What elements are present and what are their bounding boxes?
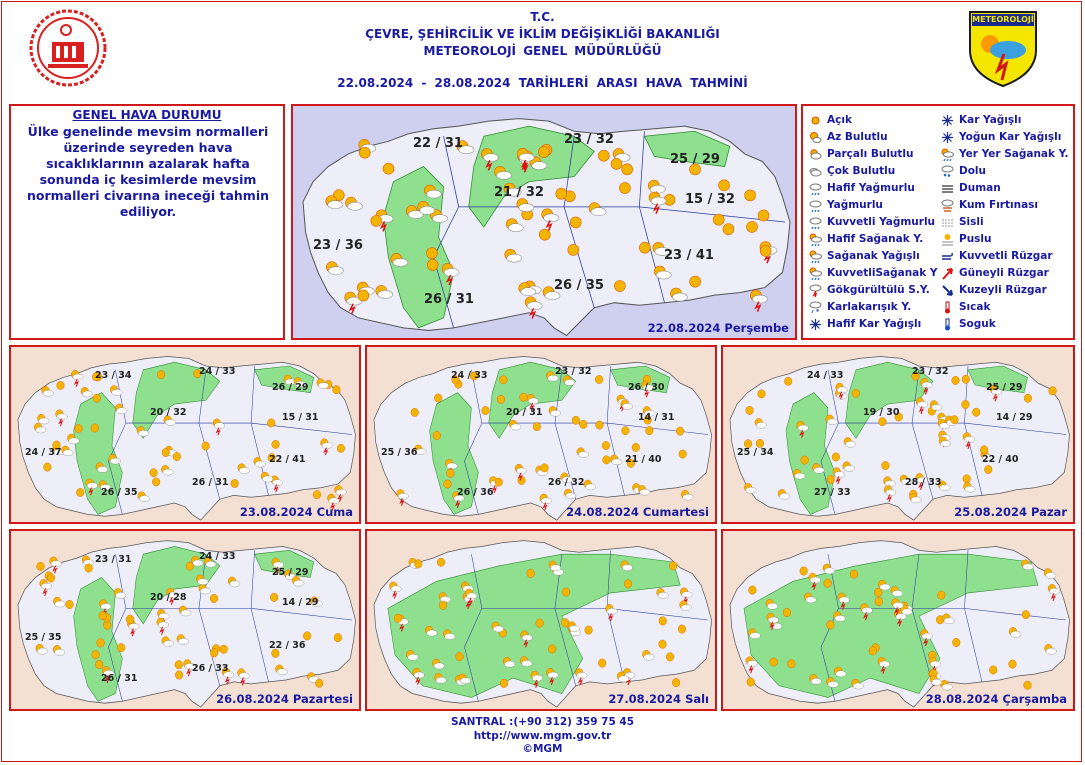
sun-icon bbox=[495, 478, 503, 486]
sun-icon bbox=[411, 408, 419, 416]
temperature-label: 14 / 31 bbox=[638, 412, 675, 423]
sun-icon bbox=[595, 375, 603, 383]
temperature-label: 26 / 31 bbox=[424, 292, 474, 307]
sandstorm-icon bbox=[941, 199, 954, 212]
sun-icon bbox=[758, 210, 769, 221]
sun-icon bbox=[568, 244, 579, 255]
temperature-label: 22 / 31 bbox=[413, 136, 463, 151]
sun-icon bbox=[231, 479, 239, 487]
sun-icon bbox=[678, 625, 686, 634]
heavy-shower-icon bbox=[809, 267, 822, 280]
turkey-map bbox=[293, 106, 795, 338]
sun-icon bbox=[713, 214, 724, 225]
forecast-map bbox=[365, 345, 717, 524]
sun-icon bbox=[800, 567, 808, 576]
sun-icon bbox=[984, 465, 992, 473]
legend-label: Hafif Sağanak Y. bbox=[827, 233, 924, 245]
sun-icon bbox=[989, 666, 997, 675]
turkey-map bbox=[723, 531, 1073, 709]
sun-icon bbox=[556, 188, 567, 199]
sun-icon bbox=[645, 426, 653, 434]
legend-label: Kuzeyli Rüzgar bbox=[959, 284, 1047, 296]
thunderstorm-icon bbox=[809, 284, 822, 297]
legend-label: Parçalı Bulutlu bbox=[827, 148, 914, 160]
temperature-label: 26 / 32 bbox=[548, 477, 585, 488]
map-date: 24.08.2024 Cumartesi bbox=[566, 505, 709, 519]
sun-icon bbox=[832, 453, 840, 461]
sun-icon bbox=[611, 158, 622, 169]
temperature-label: 22 / 36 bbox=[269, 640, 306, 651]
sun-icon bbox=[175, 671, 183, 680]
sleet-icon bbox=[809, 301, 822, 314]
sun-icon bbox=[749, 586, 757, 595]
sun-icon bbox=[548, 645, 556, 654]
sun-icon bbox=[659, 640, 667, 649]
sun-icon bbox=[962, 375, 970, 383]
sun-icon bbox=[882, 461, 890, 469]
sun-icon bbox=[97, 639, 105, 648]
sun-icon bbox=[624, 580, 632, 589]
sun-icon bbox=[220, 645, 228, 654]
footer-url[interactable]: http://www.mgm.gov.tr bbox=[473, 730, 612, 742]
sun-icon bbox=[745, 190, 756, 201]
footer-phone: SANTRAL :(+90 312) 359 75 45 bbox=[450, 716, 635, 728]
light-shower-icon bbox=[809, 233, 822, 246]
few-clouds-icon bbox=[809, 131, 822, 144]
temperature-label: 26 / 30 bbox=[628, 382, 665, 393]
sun-icon bbox=[1024, 681, 1032, 690]
legend-label: Çok Bulutlu bbox=[827, 165, 896, 177]
sun-icon bbox=[538, 146, 549, 157]
sun-icon bbox=[414, 560, 422, 569]
legend-label: Hafif Yağmurlu bbox=[827, 182, 915, 194]
general-weather-text: Ülke genelinde mevsim normalleri üzerinde seyreden hava sıcaklıklarının azalarak hafta sonunda iç kesimlerde mevsim normalleri civarına ineceği tahmin ediliyor. bbox=[26, 124, 270, 219]
shower-icon bbox=[809, 250, 822, 263]
strong-wind-icon bbox=[941, 250, 954, 263]
sun-icon bbox=[439, 601, 447, 610]
sun-icon bbox=[437, 558, 445, 567]
sun-icon bbox=[598, 659, 606, 668]
temperature-label: 19 / 30 bbox=[863, 407, 900, 418]
sun-icon bbox=[827, 621, 835, 630]
header-ministry: ÇEVRE, ŞEHİRCİLİK VE İKLİM DEĞİŞİKLİĞİ BAKANLIĞI bbox=[365, 27, 720, 41]
temperature-label: 25 / 34 bbox=[737, 447, 774, 458]
sun-icon bbox=[57, 381, 65, 389]
general-weather-box bbox=[9, 104, 285, 340]
temperature-label: 23 / 32 bbox=[912, 366, 949, 377]
cloudy-icon bbox=[809, 165, 822, 178]
temperature-label: 23 / 36 bbox=[313, 238, 363, 253]
sun-icon bbox=[99, 611, 107, 620]
map-date: 26.08.2024 Pazartesi bbox=[216, 692, 353, 706]
sun-icon bbox=[879, 417, 887, 425]
temperature-label: 25 / 36 bbox=[381, 447, 418, 458]
temperature-label: 23 / 34 bbox=[95, 370, 132, 381]
sun-icon bbox=[669, 562, 677, 571]
sun-icon bbox=[267, 419, 275, 427]
sun-icon bbox=[456, 652, 464, 661]
sun-icon bbox=[91, 424, 99, 432]
sun-icon bbox=[383, 163, 394, 174]
legend-label: Yağmurlu bbox=[827, 199, 883, 211]
sun-icon bbox=[539, 229, 550, 240]
sun-icon bbox=[75, 424, 83, 432]
temperature-label: 25 / 35 bbox=[25, 632, 62, 643]
sun-icon bbox=[76, 488, 84, 496]
map-date: 28.08.2024 Çarşamba bbox=[925, 692, 1067, 706]
temperature-label: 28 / 33 bbox=[905, 477, 942, 488]
sun-icon bbox=[951, 416, 959, 424]
temperature-label: 15 / 32 bbox=[685, 192, 735, 207]
legend-label: Soguk bbox=[959, 318, 996, 330]
hot-icon bbox=[941, 301, 954, 314]
sun-icon bbox=[334, 633, 342, 642]
sun-icon bbox=[202, 442, 210, 450]
temperature-label: 23 / 32 bbox=[555, 366, 592, 377]
sun-icon bbox=[747, 678, 755, 687]
sun-icon bbox=[533, 422, 541, 430]
header-forecast-title: 22.08.2024 - 28.08.2024 TARİHLERİ ARASI HAVA TAHMİNİ bbox=[337, 76, 748, 90]
sun-icon bbox=[272, 440, 280, 448]
temperature-label: 20 / 28 bbox=[150, 592, 187, 603]
sun-icon bbox=[95, 660, 103, 669]
sun-icon bbox=[783, 608, 791, 617]
sun-icon bbox=[175, 660, 183, 669]
sun-icon bbox=[66, 600, 74, 609]
sun-icon bbox=[1049, 387, 1057, 395]
temperature-label: 21 / 32 bbox=[494, 185, 544, 200]
legend-label: Kar Yağışlı bbox=[959, 114, 1022, 126]
sun-icon bbox=[500, 376, 508, 384]
sun-icon bbox=[869, 647, 877, 656]
legend-label: Hafif Kar Yağışlı bbox=[827, 318, 922, 330]
sun-icon bbox=[359, 147, 370, 158]
sun-icon bbox=[824, 579, 832, 588]
sun-icon bbox=[952, 376, 960, 384]
legend-label: Karlakarışık Y. bbox=[827, 301, 912, 313]
legend-label: Sıcak bbox=[959, 301, 991, 313]
sun-icon bbox=[602, 441, 610, 449]
scattered-shower-icon bbox=[941, 148, 954, 161]
sun-icon bbox=[426, 248, 437, 259]
sun-icon bbox=[746, 221, 757, 232]
light-rain-icon bbox=[809, 182, 822, 195]
sun-icon bbox=[157, 371, 165, 379]
turkey-map bbox=[367, 531, 715, 709]
sun-icon bbox=[666, 653, 674, 662]
sun-icon bbox=[690, 276, 701, 287]
sun-icon bbox=[937, 591, 945, 600]
meteorology-logo-text: METEOROLOJİ bbox=[972, 15, 1034, 24]
sun-icon bbox=[570, 217, 581, 228]
legend-label: Sisli bbox=[959, 216, 984, 228]
legend-label: Sağanak Yağışlı bbox=[827, 250, 920, 262]
forecast-map bbox=[365, 529, 717, 711]
rain-icon bbox=[809, 199, 822, 212]
sun-icon bbox=[433, 431, 441, 439]
sun-icon bbox=[585, 626, 593, 635]
sun-icon bbox=[520, 393, 528, 401]
legend-label: Güneyli Rüzgar bbox=[959, 267, 1049, 279]
sun-icon bbox=[497, 395, 505, 403]
sun-icon bbox=[47, 574, 55, 583]
sun-icon bbox=[150, 469, 158, 477]
sun-icon bbox=[614, 280, 625, 291]
legend-label: Yoğun Kar Yağışlı bbox=[959, 131, 1062, 143]
sun-icon bbox=[152, 478, 160, 486]
sun-icon bbox=[358, 290, 369, 301]
fog-icon bbox=[941, 216, 954, 229]
legend-label: Puslu bbox=[959, 233, 992, 245]
temperature-label: 15 / 31 bbox=[282, 412, 319, 423]
temperature-label: 22 / 40 bbox=[982, 454, 1019, 465]
temperature-label: 20 / 32 bbox=[150, 407, 187, 418]
sun-icon bbox=[572, 416, 580, 424]
legend-label: Kum Fırtınası bbox=[959, 199, 1039, 211]
temperature-label: 26 / 29 bbox=[272, 382, 309, 393]
sun-icon bbox=[1009, 660, 1017, 669]
temperature-label: 26 / 33 bbox=[192, 663, 229, 674]
sun-icon bbox=[719, 180, 730, 191]
sun-icon bbox=[598, 150, 609, 161]
sun-icon bbox=[500, 679, 508, 688]
forecast-map bbox=[721, 345, 1075, 524]
sun-icon bbox=[758, 390, 766, 398]
sun-icon bbox=[809, 114, 822, 127]
legend-label: Yer Yer Sağanak Y. bbox=[959, 148, 1069, 160]
sun-icon bbox=[850, 570, 858, 579]
sun-icon bbox=[313, 490, 321, 498]
sun-icon bbox=[746, 406, 754, 414]
snow-icon bbox=[941, 114, 954, 127]
sun-icon bbox=[427, 259, 438, 270]
sun-icon bbox=[980, 446, 988, 454]
temperature-label: 25 / 29 bbox=[272, 567, 309, 578]
sun-icon bbox=[596, 421, 604, 429]
sun-icon bbox=[447, 469, 455, 477]
sun-icon bbox=[659, 617, 667, 626]
temperature-label: 23 / 32 bbox=[564, 132, 614, 147]
temperature-label: 26 / 31 bbox=[101, 673, 138, 684]
legend-label: KuvvetliSağanak Y bbox=[827, 267, 938, 279]
legend-label: Gökgürültülü S.Y. bbox=[827, 284, 930, 296]
sun-icon bbox=[801, 456, 809, 464]
sun-icon bbox=[561, 618, 569, 627]
temperature-label: 26 / 36 bbox=[457, 487, 494, 498]
sun-icon bbox=[784, 377, 792, 385]
sun-icon bbox=[444, 480, 452, 488]
temperature-label: 23 / 31 bbox=[95, 554, 132, 565]
temperature-label: 22 / 41 bbox=[269, 454, 306, 465]
sun-icon bbox=[162, 448, 170, 456]
sun-icon bbox=[622, 164, 633, 175]
temperature-label: 24 / 33 bbox=[451, 370, 488, 381]
cold-icon bbox=[941, 318, 954, 331]
temperature-label: 24 / 33 bbox=[199, 366, 236, 377]
legend-box bbox=[801, 104, 1075, 340]
sun-icon bbox=[676, 427, 684, 435]
smoke-icon bbox=[941, 182, 954, 195]
map-date: 25.08.2024 Pazar bbox=[954, 505, 1067, 519]
sun-icon bbox=[210, 594, 218, 603]
sun-icon bbox=[527, 569, 535, 578]
legend-label: Az Bulutlu bbox=[827, 131, 888, 143]
temperature-label: 24 / 33 bbox=[807, 370, 844, 381]
sun-icon bbox=[536, 619, 544, 628]
sun-icon bbox=[579, 420, 587, 428]
sun-icon bbox=[679, 450, 687, 458]
sun-icon bbox=[770, 658, 778, 667]
sun-icon bbox=[303, 632, 311, 641]
temperature-label: 20 / 31 bbox=[506, 407, 543, 418]
forecast-map bbox=[291, 104, 797, 340]
sun-icon bbox=[788, 659, 796, 668]
sun-icon bbox=[117, 643, 125, 652]
legend-label: Duman bbox=[959, 182, 1001, 194]
sun-icon bbox=[92, 651, 100, 660]
sun-icon bbox=[210, 649, 218, 658]
turkey-map bbox=[11, 531, 359, 709]
sun-icon bbox=[972, 408, 980, 416]
hail-icon bbox=[941, 165, 954, 178]
turkey-map bbox=[723, 347, 1073, 522]
sun-icon bbox=[1022, 610, 1030, 619]
temperature-label: 14 / 29 bbox=[996, 412, 1033, 423]
legend-label: Açık bbox=[827, 114, 852, 126]
sun-icon bbox=[672, 678, 680, 687]
turkey-map bbox=[367, 347, 715, 522]
sun-icon bbox=[37, 562, 45, 571]
temperature-label: 24 / 33 bbox=[199, 551, 236, 562]
south-wind-icon bbox=[941, 267, 954, 280]
sun-icon bbox=[962, 400, 970, 408]
sun-icon bbox=[952, 638, 960, 647]
legend-label: Kuvvetli Yağmurlu bbox=[827, 216, 936, 228]
forecast-map bbox=[721, 529, 1075, 711]
temperature-label: 23 / 41 bbox=[664, 248, 714, 263]
temperature-label: 27 / 33 bbox=[814, 487, 851, 498]
light-snow-icon bbox=[809, 318, 822, 331]
sun-icon bbox=[173, 452, 181, 460]
sun-icon bbox=[337, 444, 345, 452]
temperature-label: 24 / 37 bbox=[25, 447, 62, 458]
sun-icon bbox=[541, 464, 549, 472]
forecast-map bbox=[9, 529, 361, 711]
map-date: 27.08.2024 Salı bbox=[608, 692, 709, 706]
temperature-label: 26 / 35 bbox=[101, 487, 138, 498]
sun-icon bbox=[827, 475, 835, 483]
map-date: 23.08.2024 Cuma bbox=[239, 505, 353, 519]
legend-label: Dolu bbox=[959, 165, 987, 177]
sun-icon bbox=[632, 443, 640, 451]
sun-icon bbox=[1024, 394, 1032, 402]
turkey-map bbox=[11, 347, 359, 522]
temperature-label: 14 / 29 bbox=[282, 597, 319, 608]
header-directorate: METEOROLOJİ GENEL MÜDÜRLÜĞÜ bbox=[423, 44, 662, 58]
north-wind-icon bbox=[941, 284, 954, 297]
temperature-label: 26 / 31 bbox=[192, 477, 229, 488]
sun-icon bbox=[270, 593, 278, 602]
sun-icon bbox=[875, 597, 883, 606]
svg-text:*: * bbox=[816, 308, 820, 314]
haze-icon bbox=[941, 233, 954, 246]
sun-icon bbox=[126, 615, 134, 624]
general-weather-title: GENEL HAVA DURUMU bbox=[72, 108, 222, 122]
forecast-map bbox=[9, 345, 361, 524]
temperature-label: 25 / 29 bbox=[670, 152, 720, 167]
sun-icon bbox=[394, 614, 402, 623]
sun-icon bbox=[603, 456, 611, 464]
heavy-rain-icon bbox=[809, 216, 822, 229]
sun-icon bbox=[85, 564, 93, 573]
sun-icon bbox=[434, 394, 442, 402]
temperature-label: 25 / 29 bbox=[986, 382, 1023, 393]
sun-icon bbox=[760, 245, 771, 256]
sun-icon bbox=[562, 588, 570, 597]
partly-cloudy-icon bbox=[809, 148, 822, 161]
sun-icon bbox=[639, 242, 650, 253]
sun-icon bbox=[93, 394, 101, 402]
heavy-snow-icon bbox=[941, 131, 954, 144]
header-line-1: T.C. bbox=[530, 10, 555, 24]
temperature-label: 26 / 35 bbox=[554, 278, 604, 293]
map-date: 22.08.2024 Perşembe bbox=[647, 321, 789, 335]
temperature-label: 21 / 40 bbox=[625, 454, 662, 465]
sun-icon bbox=[44, 463, 52, 471]
sun-icon bbox=[852, 389, 860, 397]
sun-icon bbox=[622, 426, 630, 434]
footer-copyright: ©MGM bbox=[522, 743, 563, 755]
legend-label: Kuvvetli Rüzgar bbox=[959, 250, 1053, 262]
sun-icon bbox=[482, 406, 490, 414]
sun-icon bbox=[619, 182, 630, 193]
sun-icon bbox=[723, 224, 734, 235]
sun-icon bbox=[333, 385, 341, 393]
sun-icon bbox=[963, 475, 971, 483]
sun-icon bbox=[371, 215, 382, 226]
sun-icon bbox=[315, 679, 323, 688]
